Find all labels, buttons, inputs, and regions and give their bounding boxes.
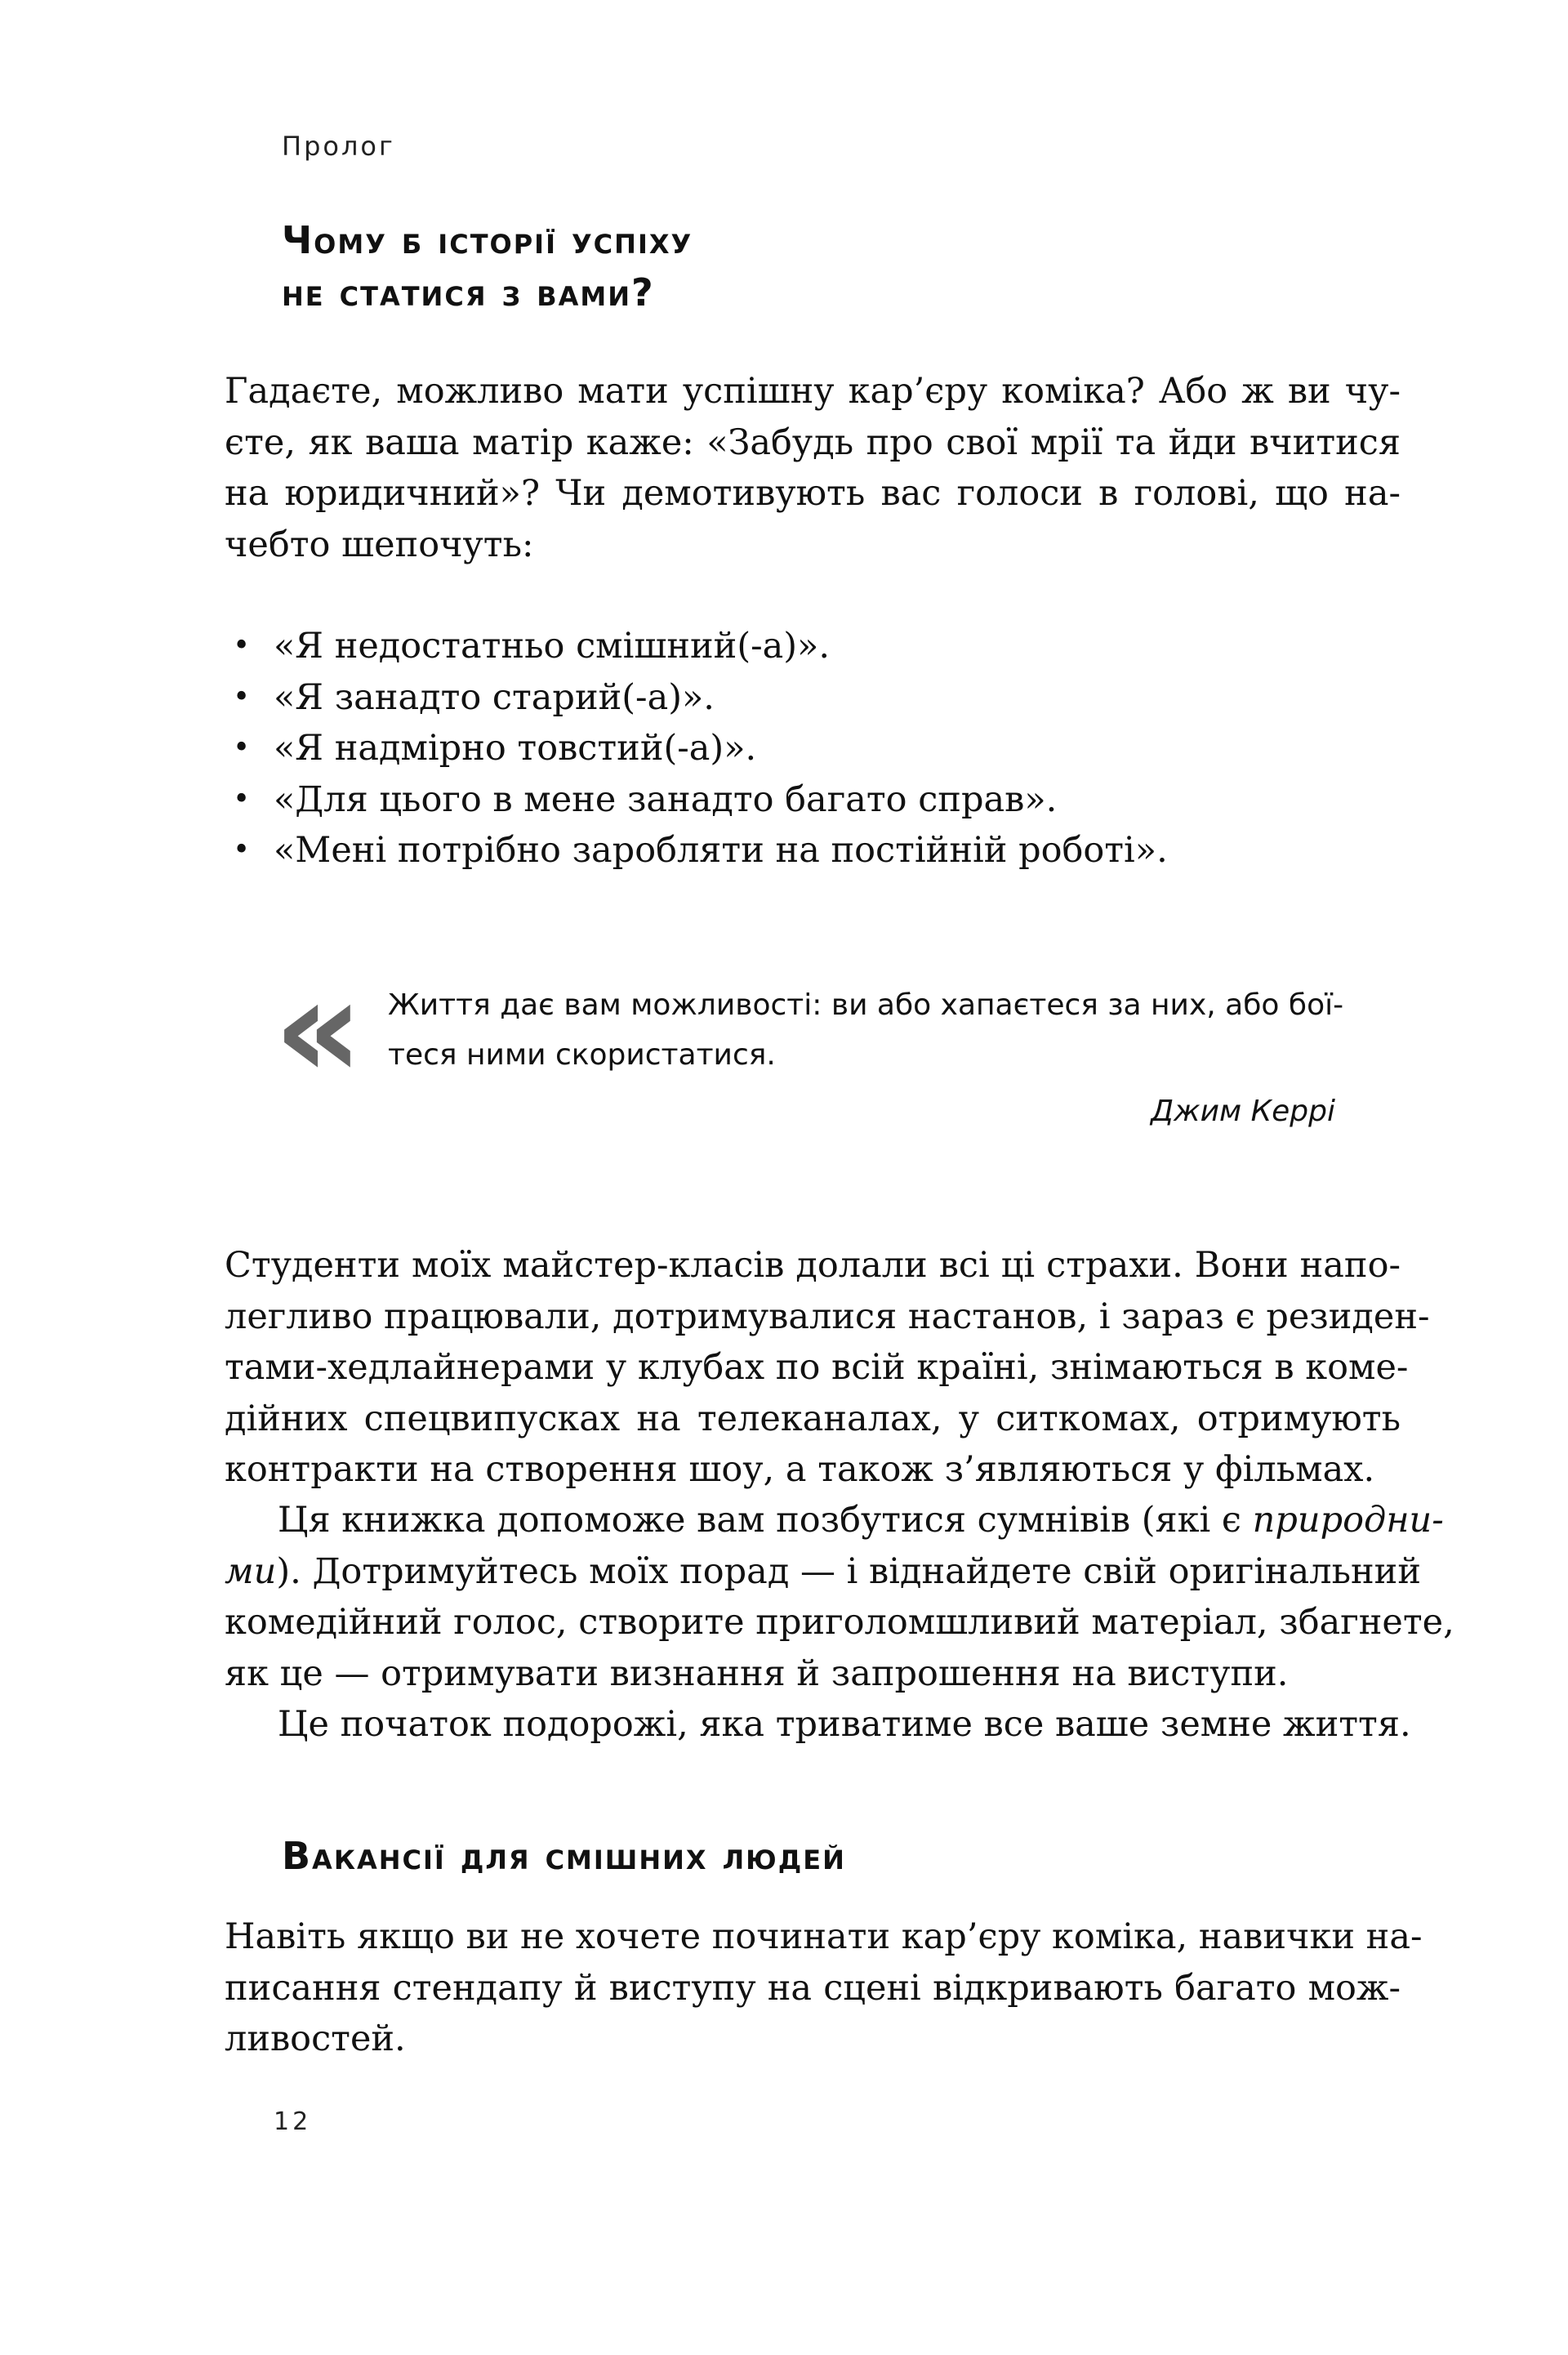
list-item <box>225 774 1401 826</box>
vacancies-line: Навіть якщо ви не хочете починати кар’єру коміка, навички на- <box>225 1916 1423 1957</box>
students-line: Студенти моїх майстер-класів долали всі ці страхи. Вони напо- <box>225 1245 1401 1286</box>
quote-line-1: Життя дає вам можливості: ви або хапаєтеся за них, або бої- <box>388 988 1344 1022</box>
intro-line: єте, як ваша матір каже: «Забудь про свої мрії та йди вчитися <box>225 421 1401 463</box>
book-line <box>225 1546 1421 1598</box>
epigraph-quote <box>274 948 1344 1160</box>
students-line: легливо працювали, дотримувалися настанов, і зараз є резиден- <box>225 1296 1430 1337</box>
list-item <box>225 723 1401 774</box>
students-line: дійних спецвипусках на телеканалах, у ситкомах, отримують <box>225 1398 1401 1439</box>
book-line: як це — отримувати визнання й запрошення на виступи. <box>225 1653 1289 1694</box>
list-item-text: «Я надмірно товстий(-а)». <box>274 728 757 769</box>
running-head: Пролог <box>282 131 395 162</box>
chapter-title-line-1: Чому б історії успіху <box>282 218 693 262</box>
book-line-1-text: Ця книжка допоможе вам позбутися сумнівів (які є <box>278 1500 1253 1541</box>
section-title: Вакансії для смішних людей <box>282 1834 846 1878</box>
book-paragraph <box>225 1495 1454 1699</box>
chapter-title <box>282 214 1343 319</box>
list-item-text: «Я занадто старий(-а)». <box>274 676 715 718</box>
vacancies-line: ливостей. <box>225 2018 406 2059</box>
list-item-text: «Для цього в мене занадто багато справ». <box>274 778 1058 820</box>
chapter-title-line-2: не статися з вами? <box>282 270 655 314</box>
book-line-2-italic: ми <box>225 1550 277 1592</box>
intro-paragraph <box>225 366 1401 570</box>
book-line-2-text: ). Дотримуйтесь моїх порад — і віднайдете свій оригінальний <box>276 1550 1421 1592</box>
doubts-list <box>225 621 1401 876</box>
list-item-text: «Мені потрібно заробляти на постійній роботі». <box>274 830 1168 871</box>
book-line <box>225 1495 1444 1546</box>
bullet-icon: • <box>233 782 251 816</box>
bullet-icon: • <box>233 629 251 662</box>
quote-line-2: теся ними скористатися. <box>388 1038 776 1072</box>
bullet-icon: • <box>233 680 251 714</box>
intro-line: чебто шепочуть: <box>225 524 534 565</box>
bullet-icon: • <box>233 833 251 867</box>
quote-author: Джим Керрі <box>1151 1095 1335 1128</box>
intro-line: на юридичний»? Чи демотивують вас голоси в голові, що на- <box>225 473 1401 514</box>
page-number: 12 <box>274 2107 312 2136</box>
list-item <box>225 621 1401 672</box>
students-line: тами-хедлайнерами у клубах по всій країні, знімаються в коме- <box>225 1347 1409 1388</box>
students-paragraph <box>225 1240 1430 1496</box>
bullet-icon: • <box>233 731 251 765</box>
students-line: контракти на створення шоу, а також з’являються у фільмах. <box>225 1449 1375 1490</box>
quote-text <box>388 980 1344 1080</box>
list-item <box>225 825 1401 876</box>
book-line-1-italic: природни- <box>1252 1500 1444 1541</box>
vacancies-paragraph <box>225 1911 1423 2065</box>
list-item-text: «Я недостатньо смішний(-а)». <box>274 626 831 667</box>
journey-paragraph <box>225 1699 1411 1751</box>
quote-mark-icon: « <box>274 948 363 1110</box>
journey-line: Це початок подорожі, яка триватиме все ваше земне життя. <box>278 1704 1411 1745</box>
intro-line: Гадаєте, можливо мати успішну кар’єру коміка? Або ж ви чу- <box>225 371 1401 412</box>
vacancies-line: писання стендапу й виступу на сцені відкривають багато мож- <box>225 1967 1401 2009</box>
list-item <box>225 672 1401 724</box>
book-line: комедійний голос, створите приголомшливий матеріал, збагнете, <box>225 1602 1454 1643</box>
